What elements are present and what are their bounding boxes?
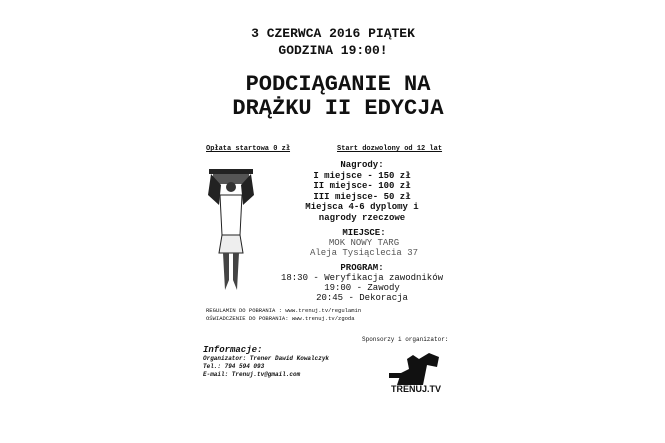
- program-line: 20:45 - Dekoracja: [316, 293, 408, 303]
- prize-line: nagrody rzeczowe: [318, 212, 406, 223]
- page-title-line1: PODCIĄGANIE NA: [245, 72, 431, 97]
- program-line: 19:00 - Zawody: [324, 283, 400, 293]
- program-heading: PROGRAM:: [340, 263, 384, 273]
- consent-download-link[interactable]: OŚWIADCZENIE DO POBRANIA: www.trenuj.tv/zgoda: [206, 315, 355, 322]
- event-date: 3 CZERWCA 2016 PIĄTEK: [251, 26, 415, 41]
- program-line: 18:30 - Weryfikacja zawodników: [280, 273, 444, 283]
- venue-line: Aleja Tysiąclecia 37: [309, 248, 419, 258]
- venue-line: MOK NOWY TARG: [328, 238, 400, 248]
- prize-line: Miejsca 4-6 dyplomy i: [305, 202, 419, 212]
- pullup-athlete-illustration: [205, 165, 257, 293]
- sponsors-label: Sponsorzy i organizator:: [362, 336, 449, 343]
- email[interactable]: E-mail: Trenuj.tv@gmail.com: [203, 371, 301, 378]
- age-limit: Start dozwolony od 12 lat: [337, 145, 443, 153]
- trenuj-tv-logo: [383, 347, 449, 395]
- organizer: Organizator: Trener Dawid Kowalczyk: [203, 355, 330, 362]
- event-time: GODZINA 19:00!: [278, 43, 388, 58]
- svg-text:TRENUJ.TV: TRENUJ.TV: [390, 384, 442, 394]
- rules-download-link[interactable]: REGULAMIN DO POBRANIA : www.trenuj.tv/regulamin: [206, 307, 362, 314]
- prize-line: I miejsce - 150 zł: [313, 170, 411, 181]
- entry-fee: Opłata startowa 0 zł: [206, 145, 291, 153]
- prizes-heading: Nagrody:: [340, 160, 384, 170]
- info-heading: Informacje:: [203, 345, 263, 355]
- venue-heading: MIEJSCE:: [342, 228, 386, 238]
- phone: Tel.: 794 594 093: [203, 363, 265, 370]
- page-title-line2: DRĄŻKU II EDYCJA: [232, 96, 444, 121]
- prize-line: II miejsce- 100 zł: [313, 181, 411, 191]
- prize-line: III miejsce- 50 zł: [313, 191, 411, 202]
